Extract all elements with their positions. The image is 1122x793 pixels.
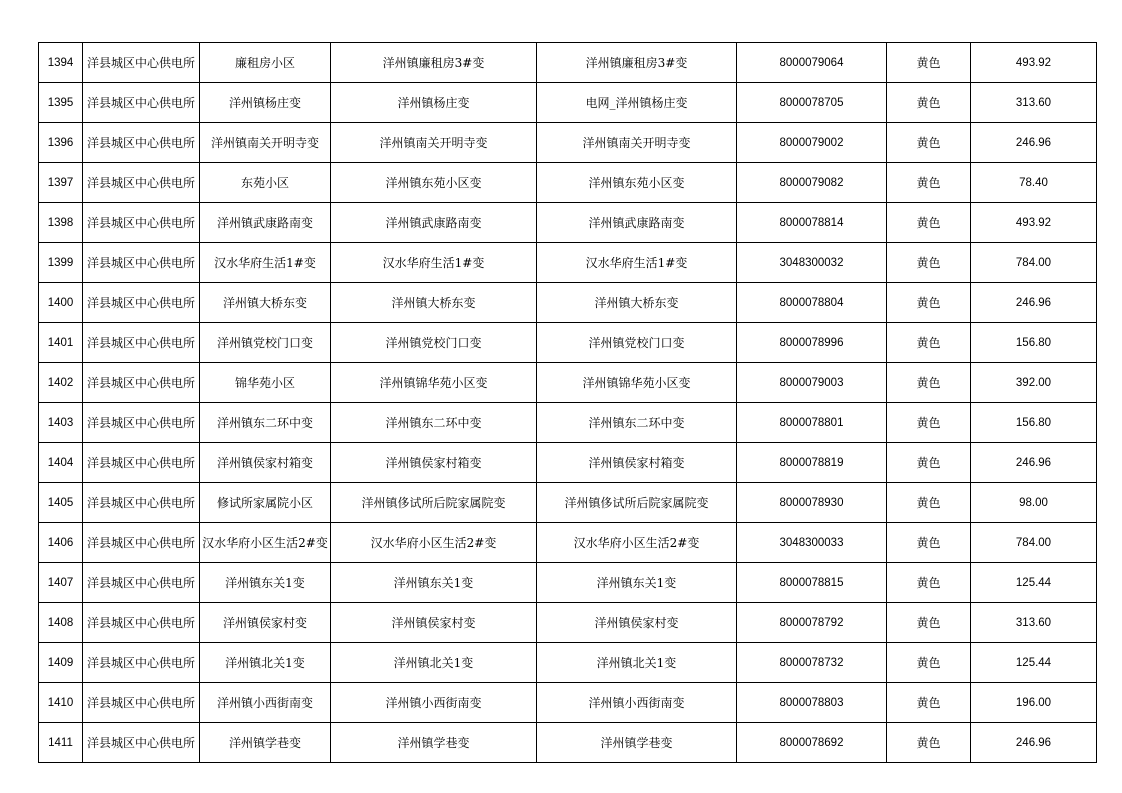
area-cell: 锦华苑小区 <box>200 363 331 403</box>
station-cell: 洋州镇侯家村箱变 <box>331 443 537 483</box>
station-cell: 洋州镇党校门口变 <box>331 323 537 363</box>
station-cell: 洋州镇北关1变 <box>331 643 537 683</box>
value-cell: 392.00 <box>971 363 1097 403</box>
level-cell: 黄色 <box>887 363 971 403</box>
area-cell: 东苑小区 <box>200 163 331 203</box>
station-cell: 洋州镇廉租房3#变 <box>331 43 537 83</box>
area-cell: 汉水华府小区生活2#变 <box>200 523 331 563</box>
table-row <box>39 563 1097 603</box>
station-cell: 洋州镇锦华苑小区变 <box>331 363 537 403</box>
account-cell: 8000078804 <box>737 283 887 323</box>
account-cell: 3048300032 <box>737 243 887 283</box>
value-cell: 313.60 <box>971 603 1097 643</box>
row-index-cell: 1403 <box>39 403 83 443</box>
station-cell: 洋州镇小西街南变 <box>331 683 537 723</box>
value-cell: 125.44 <box>971 643 1097 683</box>
table-body <box>39 43 1097 763</box>
level-cell: 黄色 <box>887 603 971 643</box>
account-cell: 8000078803 <box>737 683 887 723</box>
station-full-cell: 洋州镇大桥东变 <box>537 283 737 323</box>
unit-cell: 洋县城区中心供电所 <box>83 123 200 163</box>
station-full-cell: 洋州镇侯家村箱变 <box>537 443 737 483</box>
table-row <box>39 83 1097 123</box>
level-cell: 黄色 <box>887 643 971 683</box>
station-full-cell: 洋州镇东关1变 <box>537 563 737 603</box>
level-cell: 黄色 <box>887 203 971 243</box>
account-cell: 8000078814 <box>737 203 887 243</box>
account-cell: 8000078996 <box>737 323 887 363</box>
unit-cell: 洋县城区中心供电所 <box>83 403 200 443</box>
area-cell: 洋州镇武康路南变 <box>200 203 331 243</box>
row-index-cell: 1394 <box>39 43 83 83</box>
table-row <box>39 443 1097 483</box>
unit-cell: 洋县城区中心供电所 <box>83 163 200 203</box>
station-cell: 洋州镇东苑小区变 <box>331 163 537 203</box>
account-cell: 8000078732 <box>737 643 887 683</box>
table-row <box>39 243 1097 283</box>
row-index-cell: 1409 <box>39 643 83 683</box>
row-index-cell: 1401 <box>39 323 83 363</box>
value-cell: 196.00 <box>971 683 1097 723</box>
row-index-cell: 1405 <box>39 483 83 523</box>
table-row <box>39 483 1097 523</box>
area-cell: 洋州镇杨庄变 <box>200 83 331 123</box>
station-cell: 汉水华府小区生活2#变 <box>331 523 537 563</box>
level-cell: 黄色 <box>887 563 971 603</box>
station-cell: 汉水华府生活1#变 <box>331 243 537 283</box>
row-index-cell: 1407 <box>39 563 83 603</box>
row-index-cell: 1400 <box>39 283 83 323</box>
row-index-cell: 1402 <box>39 363 83 403</box>
station-full-cell: 洋州镇小西街南变 <box>537 683 737 723</box>
station-full-cell: 洋州镇武康路南变 <box>537 203 737 243</box>
table-row <box>39 723 1097 763</box>
row-index-cell: 1406 <box>39 523 83 563</box>
level-cell: 黄色 <box>887 323 971 363</box>
area-cell: 洋州镇党校门口变 <box>200 323 331 363</box>
row-index-cell: 1399 <box>39 243 83 283</box>
area-cell: 洋州镇北关1变 <box>200 643 331 683</box>
value-cell: 493.92 <box>971 43 1097 83</box>
value-cell: 246.96 <box>971 443 1097 483</box>
station-full-cell: 洋州镇侈试所后院家属院变 <box>537 483 737 523</box>
level-cell: 黄色 <box>887 243 971 283</box>
account-cell: 8000078705 <box>737 83 887 123</box>
value-cell: 125.44 <box>971 563 1097 603</box>
level-cell: 黄色 <box>887 523 971 563</box>
row-index-cell: 1411 <box>39 723 83 763</box>
area-cell: 洋州镇小西街南变 <box>200 683 331 723</box>
area-cell: 洋州镇东二环中变 <box>200 403 331 443</box>
unit-cell: 洋县城区中心供电所 <box>83 603 200 643</box>
unit-cell: 洋县城区中心供电所 <box>83 723 200 763</box>
account-cell: 8000078792 <box>737 603 887 643</box>
level-cell: 黄色 <box>887 43 971 83</box>
table-row <box>39 43 1097 83</box>
table-row <box>39 403 1097 443</box>
account-cell: 8000078692 <box>737 723 887 763</box>
row-index-cell: 1396 <box>39 123 83 163</box>
area-cell: 洋州镇学巷变 <box>200 723 331 763</box>
table-row <box>39 283 1097 323</box>
station-full-cell: 洋州镇东苑小区变 <box>537 163 737 203</box>
area-cell: 洋州镇东关1变 <box>200 563 331 603</box>
row-index-cell: 1398 <box>39 203 83 243</box>
station-full-cell: 洋州镇学巷变 <box>537 723 737 763</box>
row-index-cell: 1410 <box>39 683 83 723</box>
level-cell: 黄色 <box>887 443 971 483</box>
value-cell: 246.96 <box>971 723 1097 763</box>
station-cell: 洋州镇学巷变 <box>331 723 537 763</box>
station-full-cell: 洋州镇锦华苑小区变 <box>537 363 737 403</box>
table-row <box>39 163 1097 203</box>
table-row <box>39 203 1097 243</box>
account-cell: 8000078930 <box>737 483 887 523</box>
area-cell: 汉水华府生活1#变 <box>200 243 331 283</box>
row-index-cell: 1404 <box>39 443 83 483</box>
unit-cell: 洋县城区中心供电所 <box>83 523 200 563</box>
table-row <box>39 603 1097 643</box>
row-index-cell: 1395 <box>39 83 83 123</box>
value-cell: 493.92 <box>971 203 1097 243</box>
station-cell: 洋州镇东二环中变 <box>331 403 537 443</box>
table-row <box>39 643 1097 683</box>
level-cell: 黄色 <box>887 83 971 123</box>
row-index-cell: 1408 <box>39 603 83 643</box>
station-full-cell: 汉水华府小区生活2#变 <box>537 523 737 563</box>
account-cell: 8000079082 <box>737 163 887 203</box>
level-cell: 黄色 <box>887 163 971 203</box>
data-table <box>38 42 1097 763</box>
station-cell: 洋州镇杨庄变 <box>331 83 537 123</box>
value-cell: 156.80 <box>971 323 1097 363</box>
unit-cell: 洋县城区中心供电所 <box>83 203 200 243</box>
table-row <box>39 123 1097 163</box>
level-cell: 黄色 <box>887 283 971 323</box>
level-cell: 黄色 <box>887 123 971 163</box>
account-cell: 8000078815 <box>737 563 887 603</box>
unit-cell: 洋县城区中心供电所 <box>83 283 200 323</box>
area-cell: 廉租房小区 <box>200 43 331 83</box>
value-cell: 313.60 <box>971 83 1097 123</box>
account-cell: 8000079002 <box>737 123 887 163</box>
value-cell: 784.00 <box>971 243 1097 283</box>
unit-cell: 洋县城区中心供电所 <box>83 243 200 283</box>
account-cell: 8000078801 <box>737 403 887 443</box>
table-row <box>39 523 1097 563</box>
account-cell: 8000079064 <box>737 43 887 83</box>
area-cell: 洋州镇侯家村变 <box>200 603 331 643</box>
table-row <box>39 363 1097 403</box>
station-full-cell: 洋州镇廉租房3#变 <box>537 43 737 83</box>
station-cell: 洋州镇大桥东变 <box>331 283 537 323</box>
station-full-cell: 洋州镇侯家村变 <box>537 603 737 643</box>
station-cell: 洋州镇侈试所后院家属院变 <box>331 483 537 523</box>
area-cell: 修试所家属院小区 <box>200 483 331 523</box>
area-cell: 洋州镇大桥东变 <box>200 283 331 323</box>
area-cell: 洋州镇南关开明寺变 <box>200 123 331 163</box>
unit-cell: 洋县城区中心供电所 <box>83 443 200 483</box>
area-cell: 洋州镇侯家村箱变 <box>200 443 331 483</box>
level-cell: 黄色 <box>887 403 971 443</box>
unit-cell: 洋县城区中心供电所 <box>83 643 200 683</box>
account-cell: 8000078819 <box>737 443 887 483</box>
station-cell: 洋州镇东关1变 <box>331 563 537 603</box>
value-cell: 78.40 <box>971 163 1097 203</box>
value-cell: 156.80 <box>971 403 1097 443</box>
station-full-cell: 洋州镇南关开明寺变 <box>537 123 737 163</box>
unit-cell: 洋县城区中心供电所 <box>83 43 200 83</box>
unit-cell: 洋县城区中心供电所 <box>83 683 200 723</box>
account-cell: 8000079003 <box>737 363 887 403</box>
unit-cell: 洋县城区中心供电所 <box>83 83 200 123</box>
table-row <box>39 323 1097 363</box>
level-cell: 黄色 <box>887 723 971 763</box>
station-full-cell: 洋州镇党校门口变 <box>537 323 737 363</box>
station-cell: 洋州镇武康路南变 <box>331 203 537 243</box>
station-full-cell: 洋州镇北关1变 <box>537 643 737 683</box>
level-cell: 黄色 <box>887 483 971 523</box>
value-cell: 98.00 <box>971 483 1097 523</box>
unit-cell: 洋县城区中心供电所 <box>83 363 200 403</box>
account-cell: 3048300033 <box>737 523 887 563</box>
station-full-cell: 电网_洋州镇杨庄变 <box>537 83 737 123</box>
value-cell: 246.96 <box>971 283 1097 323</box>
station-cell: 洋州镇侯家村变 <box>331 603 537 643</box>
station-cell: 洋州镇南关开明寺变 <box>331 123 537 163</box>
station-full-cell: 汉水华府生活1#变 <box>537 243 737 283</box>
station-full-cell: 洋州镇东二环中变 <box>537 403 737 443</box>
level-cell: 黄色 <box>887 683 971 723</box>
row-index-cell: 1397 <box>39 163 83 203</box>
unit-cell: 洋县城区中心供电所 <box>83 483 200 523</box>
value-cell: 246.96 <box>971 123 1097 163</box>
unit-cell: 洋县城区中心供电所 <box>83 563 200 603</box>
unit-cell: 洋县城区中心供电所 <box>83 323 200 363</box>
table-row <box>39 683 1097 723</box>
value-cell: 784.00 <box>971 523 1097 563</box>
